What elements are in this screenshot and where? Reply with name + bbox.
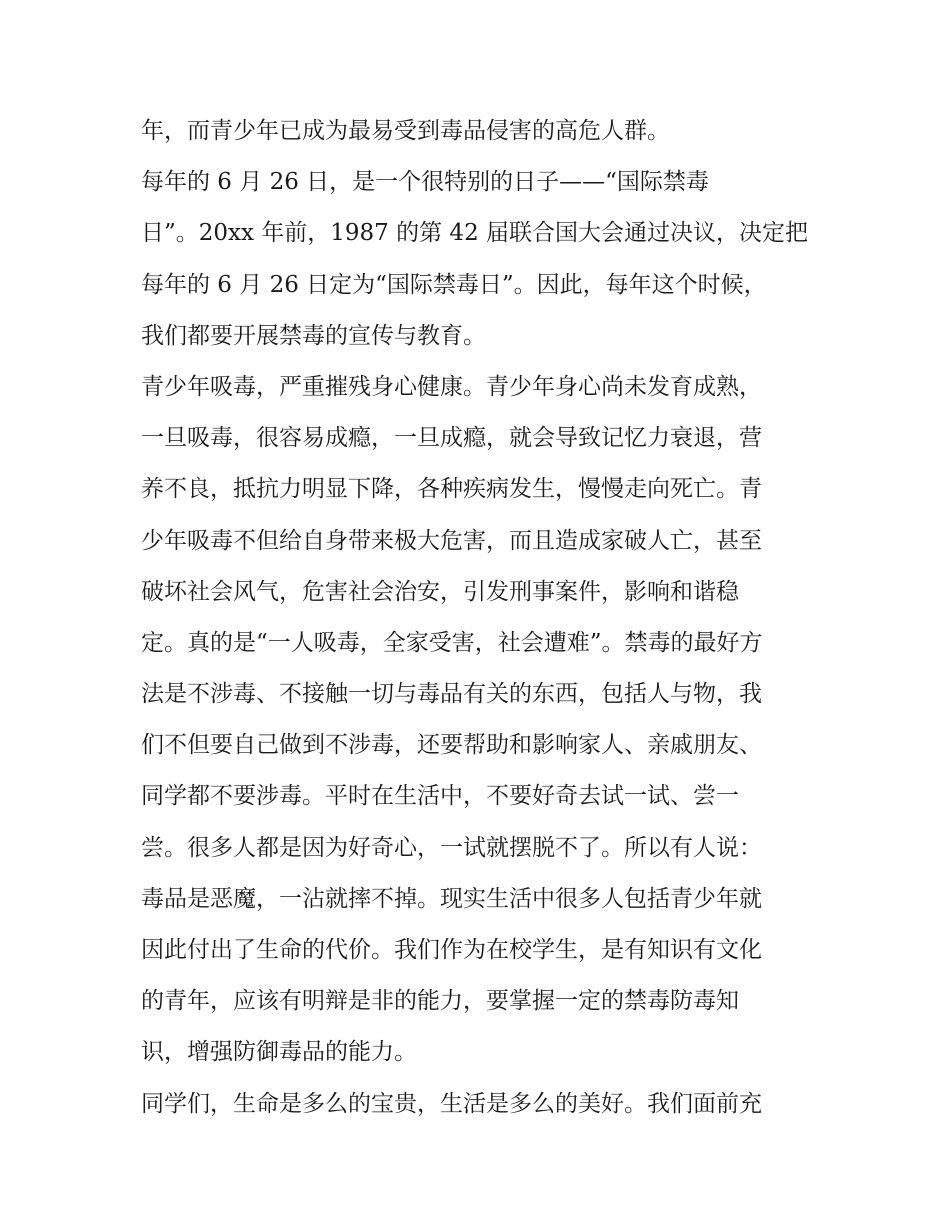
text-line: 少年吸毒不但给自身带来极大危害，而且造成家破人亡，甚至 — [141, 527, 762, 554]
text-line: 年，而青少年已成为最易受到毒品侵害的高危人群。 — [141, 118, 670, 144]
text-line: 因此付出了生命的代价。我们作为在校学生，是有知识有文化 — [141, 937, 762, 963]
text-line: 青少年吸毒，严重摧残身心健康。青少年身心尚未发育成熟， — [141, 373, 762, 400]
document-body — [141, 106, 821, 1130]
text-line: 日”。20xx 年前，1987 的第 42 届联合国大会通过决议，决定把 — [141, 220, 809, 247]
text-line: 们不但要自己做到不涉毒，还要帮助和影响家人、亲戚朋友、 — [141, 732, 762, 759]
text-line: 定。真的是“一人吸毒，全家受害，社会遭难”。禁毒的最好方 — [141, 629, 763, 656]
text-line: 同学都不要涉毒。平时在生活中，不要好奇去试一试、尝一 — [141, 783, 739, 810]
text-line: 同学们，生命是多么的宝贵，生活是多么的美好。我们面前充 — [141, 1090, 762, 1117]
text-line: 识，增强防御毒品的能力。 — [141, 1039, 417, 1066]
text-line: 每年的 6 月 26 日定为“国际禁毒日”。因此，每年这个时候， — [141, 271, 767, 298]
text-line: 法是不涉毒、不接触一切与毒品有关的东西，包括人与物，我 — [141, 681, 762, 708]
text-line: 养不良，抵抗力明显下降，各种疾病发生，慢慢走向死亡。青 — [141, 476, 762, 503]
text-line: 毒品是恶魔，一沾就摔不掉。现实生活中很多人包括青少年就 — [141, 885, 762, 912]
text-line: 每年的 6 月 26 日，是一个很特别的日子——“国际禁毒 — [141, 169, 709, 196]
text-line: 尝。很多人都是因为好奇心，一试就摆脱不了。所以有人说： — [141, 834, 762, 861]
text-line: 破坏社会风气，危害社会治安，引发刑事案件，影响和谐稳 — [141, 578, 739, 605]
text-line: 一旦吸毒，很容易成瘾，一旦成瘾，就会导致记忆力衰退，营 — [141, 425, 762, 452]
text-line: 我们都要开展禁毒的宣传与教育。 — [141, 322, 486, 349]
text-line: 的青年，应该有明辩是非的能力，要掌握一定的禁毒防毒知 — [141, 988, 739, 1015]
